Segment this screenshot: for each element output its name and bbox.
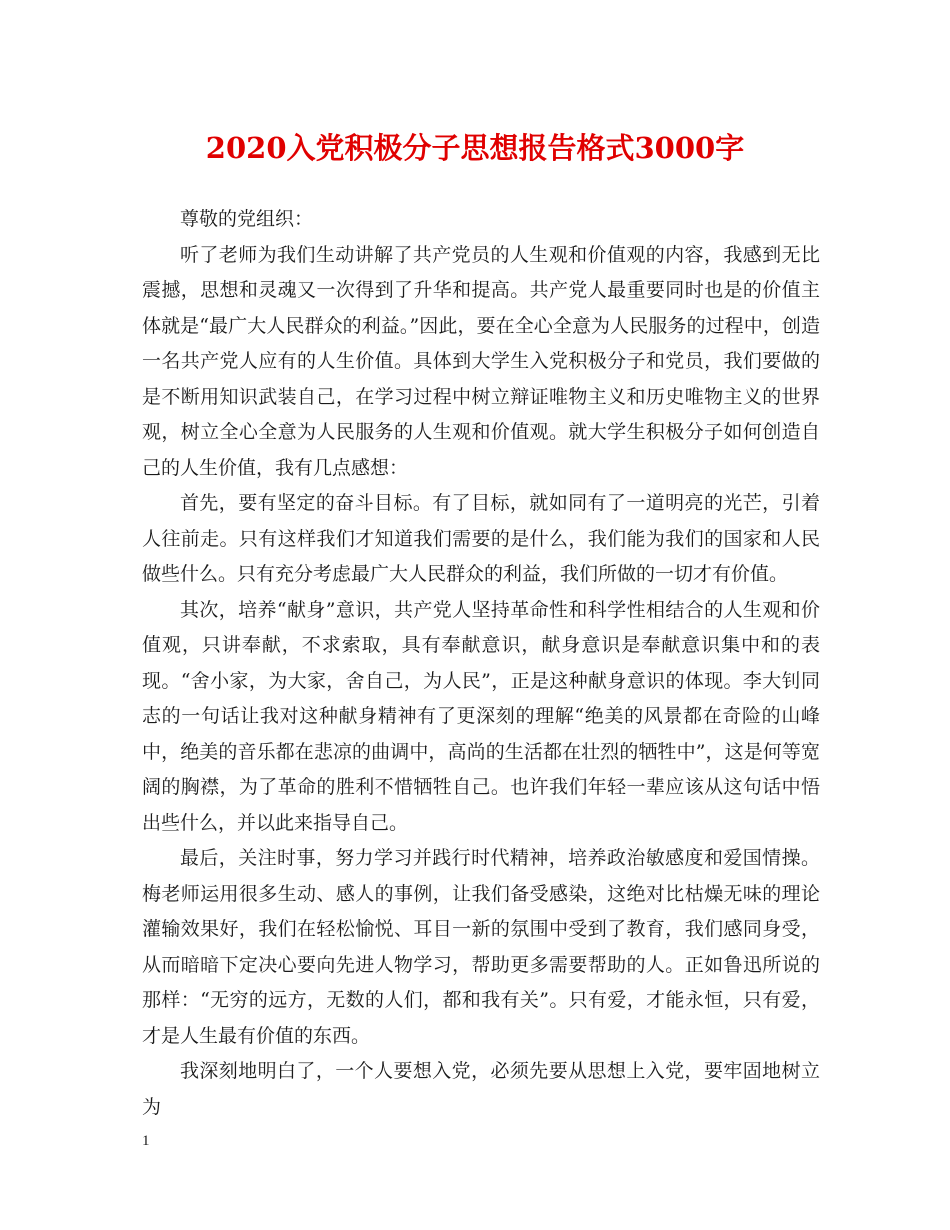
document-body xyxy=(142,202,820,1125)
paragraph-5: 我深刻地明白了，一个人要想入党，必须先要从思想上入党，要牢固地树立为 xyxy=(142,1060,820,1118)
page-number: 1 xyxy=(142,1133,150,1149)
salutation: 尊敬的党组织： xyxy=(180,208,314,230)
paragraph-4: 最后，关注时事，努力学习并践行时代精神，培养政治敏感度和爱国情操。梅老师运用很多生动、感人的事例，让我们备受感染，这绝对比枯燥无味的理论灌输效果好，我们在轻松愉悦、耳目一新的氛围中受到了教育，我们感同身受，从而暗暗下定决心要向先进人物学习，帮助更多需要帮助的人。正如鲁迅所说的那样：“无穷的远方，无数的人们，都和我有关”。只有爱，才能永恒，只有爱，才是人生最有价值的东西。 xyxy=(142,847,820,1047)
document-title: 2020入党积极分子思想报告格式3000字 xyxy=(205,131,745,165)
paragraph-1: 听了老师为我们生动讲解了共产党员的人生观和价值观的内容，我感到无比震撼，思想和灵魂又一次得到了升华和提高。共产党人最重要同时也是的价值主体就是“最广大人民群众的利益。”因此，要在全心全意为人民服务的过程中，创造一名共产党人应有的人生价值。具体到大学生入党积极分子和党员，我们要做的是不断用知识武装自己，在学习过程中树立辩证唯物主义和历史唯物主义的世界观，树立全心全意为人民服务的人生观和价值观。就大学生积极分子如何创造自己的人生价值，我有几点感想： xyxy=(142,243,820,479)
paragraph-3: 其次，培养“献身”意识，共产党人坚持革命性和科学性相结合的人生观和价值观，只讲奉献，不求索取，具有奉献意识，献身意识是奉献意识集中和的表现。“舍小家，为大家，舍自己，为人民”，正是这种献身意识的体现。李大钊同志的一句话让我对这种献身精神有了更深刻的理解“绝美的风景都在奇险的山峰中，绝美的音乐都在悲凉的曲调中，高尚的生活都在壮烈的牺牲中”，这是何等宽阔的胸襟，为了革命的胜利不惜牺牲自己。也许我们年轻一辈应该从这句话中悟出些什么，并以此来指导自己。 xyxy=(142,598,820,834)
paragraph-2: 首先，要有坚定的奋斗目标。有了目标，就如同有了一道明亮的光芒，引着人往前走。只有这样我们才知道我们需要的是什么，我们能为我们的国家和人民做些什么。只有充分考虑最广大人民群众的利益，我们所做的一切才有价值。 xyxy=(142,492,820,585)
